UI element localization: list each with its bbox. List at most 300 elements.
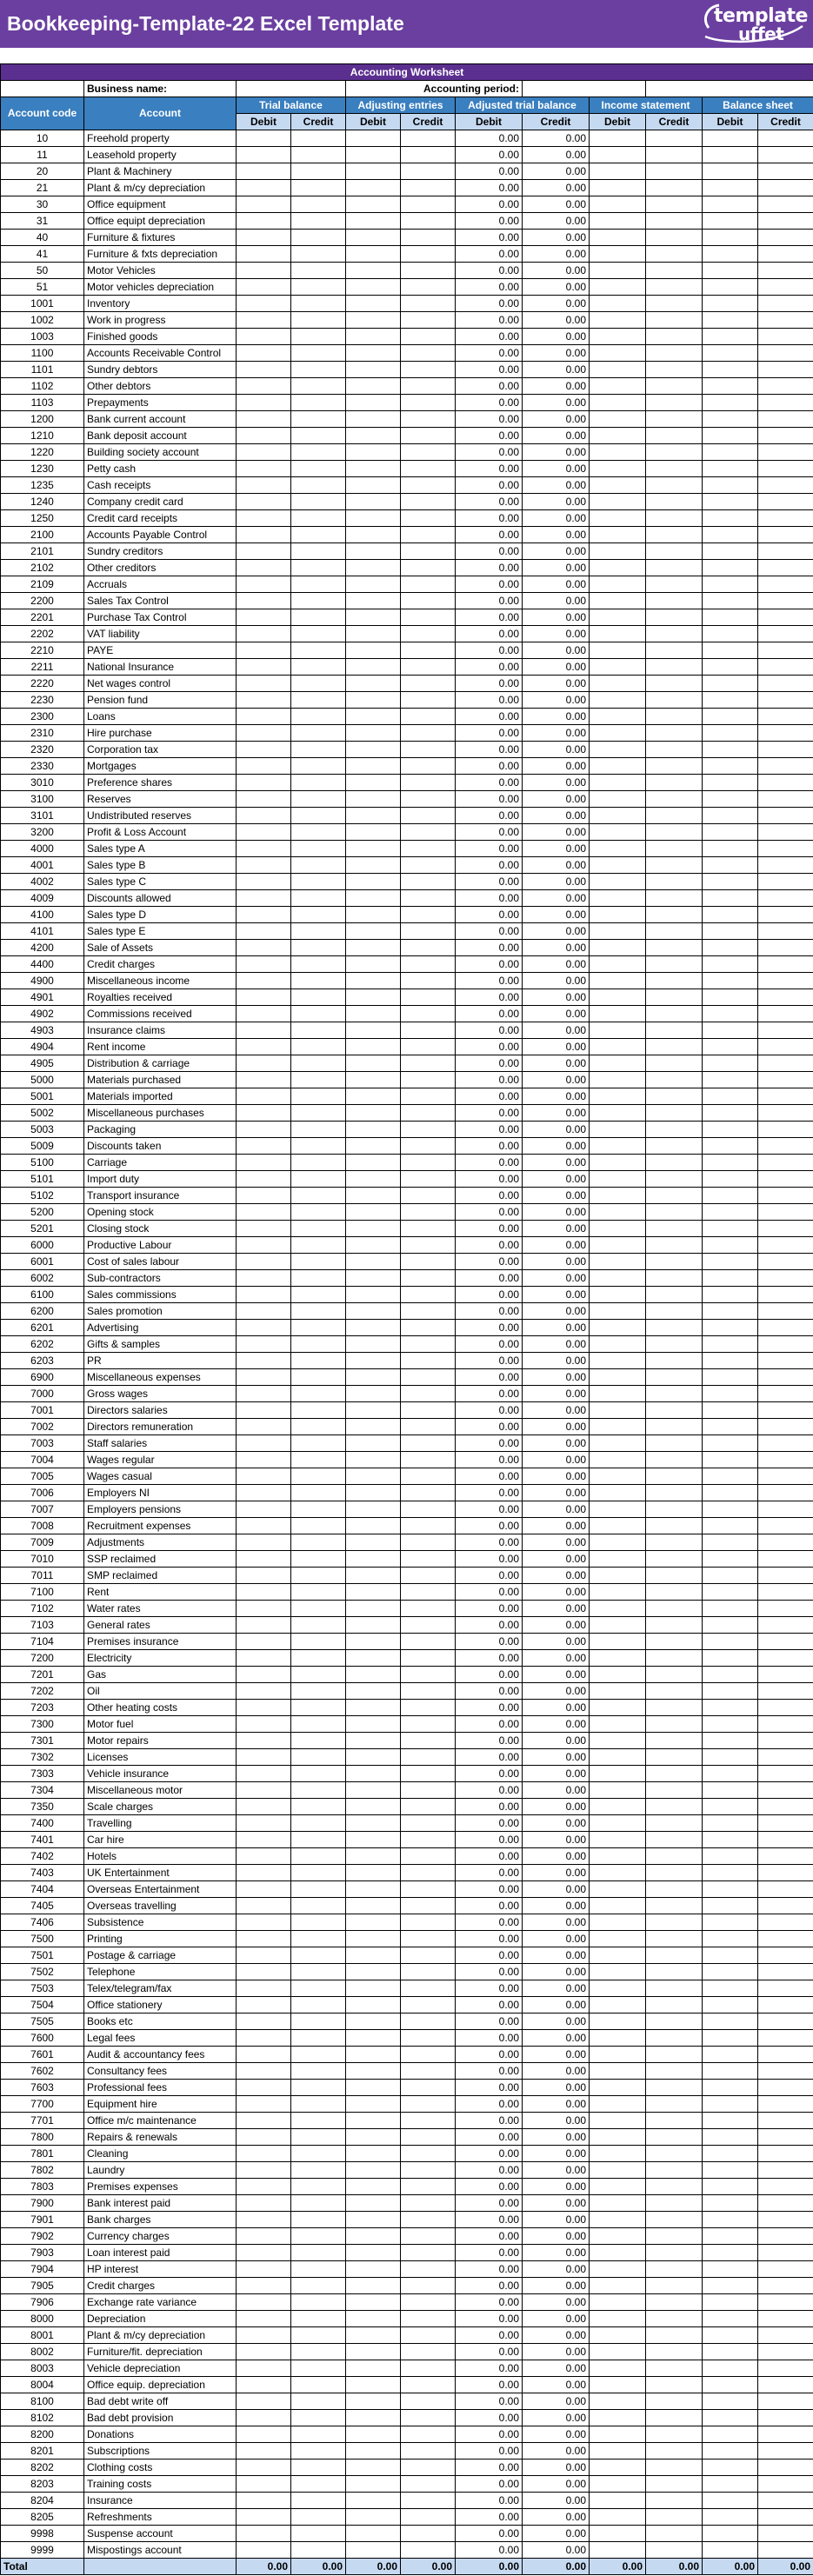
value-cell[interactable]: [703, 494, 758, 510]
value-cell[interactable]: [590, 263, 646, 279]
value-cell[interactable]: [646, 560, 703, 576]
value-cell[interactable]: [237, 1171, 291, 1188]
value-cell[interactable]: [758, 2129, 813, 2146]
adjusted-credit-cell[interactable]: 0.00: [523, 329, 590, 345]
adjusted-debit-cell[interactable]: 0.00: [456, 1865, 523, 1881]
value-cell[interactable]: [401, 329, 456, 345]
account-name-cell[interactable]: HP interest: [84, 2261, 237, 2278]
value-cell[interactable]: [237, 2493, 291, 2509]
value-cell[interactable]: [703, 775, 758, 791]
value-cell[interactable]: [291, 1303, 346, 1320]
adjusted-debit-cell[interactable]: 0.00: [456, 1188, 523, 1204]
value-cell[interactable]: [346, 1799, 401, 1815]
value-cell[interactable]: [237, 196, 291, 213]
adjusted-credit-cell[interactable]: 0.00: [523, 1601, 590, 1617]
account-name-cell[interactable]: Leasehold property: [84, 147, 237, 163]
value-cell[interactable]: [401, 2327, 456, 2344]
value-cell[interactable]: [291, 2195, 346, 2212]
account-code-cell[interactable]: 2330: [1, 758, 84, 775]
value-cell[interactable]: [703, 1551, 758, 1568]
value-cell[interactable]: [758, 1221, 813, 1237]
value-cell[interactable]: [590, 1072, 646, 1088]
value-cell[interactable]: [646, 709, 703, 725]
adjusted-credit-cell[interactable]: 0.00: [523, 296, 590, 312]
account-name-cell[interactable]: Sales type D: [84, 907, 237, 923]
value-cell[interactable]: [237, 510, 291, 527]
value-cell[interactable]: [237, 213, 291, 230]
value-cell[interactable]: [703, 1402, 758, 1419]
value-cell[interactable]: [703, 1237, 758, 1254]
value-cell[interactable]: [291, 1980, 346, 1997]
value-cell[interactable]: [758, 2245, 813, 2261]
value-cell[interactable]: [590, 1997, 646, 2014]
value-cell[interactable]: [291, 2063, 346, 2080]
value-cell[interactable]: [590, 1716, 646, 1733]
value-cell[interactable]: [758, 742, 813, 758]
adjusted-debit-cell[interactable]: 0.00: [456, 576, 523, 593]
adjusted-credit-cell[interactable]: 0.00: [523, 1221, 590, 1237]
adjusted-credit-cell[interactable]: 0.00: [523, 1501, 590, 1518]
value-cell[interactable]: [646, 2344, 703, 2360]
adjusted-credit-cell[interactable]: 0.00: [523, 2493, 590, 2509]
value-cell[interactable]: [237, 1221, 291, 1237]
value-cell[interactable]: [237, 2311, 291, 2327]
value-cell[interactable]: [590, 362, 646, 378]
value-cell[interactable]: [646, 758, 703, 775]
value-cell[interactable]: [758, 2212, 813, 2228]
value-cell[interactable]: [758, 2278, 813, 2294]
account-name-cell[interactable]: Transport insurance: [84, 1188, 237, 1204]
value-cell[interactable]: [237, 1980, 291, 1997]
value-cell[interactable]: [703, 1485, 758, 1501]
value-cell[interactable]: [401, 1452, 456, 1468]
value-cell[interactable]: [646, 725, 703, 742]
account-name-cell[interactable]: Legal fees: [84, 2030, 237, 2047]
value-cell[interactable]: [291, 1122, 346, 1138]
account-code-cell[interactable]: 8203: [1, 2476, 84, 2493]
value-cell[interactable]: [346, 775, 401, 791]
value-cell[interactable]: [646, 1617, 703, 1634]
account-name-cell[interactable]: Royalties received: [84, 989, 237, 1006]
value-cell[interactable]: [646, 263, 703, 279]
value-cell[interactable]: [346, 1898, 401, 1914]
value-cell[interactable]: [646, 857, 703, 874]
account-name-cell[interactable]: Employers NI: [84, 1485, 237, 1501]
value-cell[interactable]: [590, 890, 646, 907]
adjusted-debit-cell[interactable]: 0.00: [456, 130, 523, 147]
value-cell[interactable]: [758, 1237, 813, 1254]
value-cell[interactable]: [590, 196, 646, 213]
value-cell[interactable]: [237, 1716, 291, 1733]
value-cell[interactable]: [346, 1419, 401, 1435]
value-cell[interactable]: [590, 213, 646, 230]
account-name-cell[interactable]: Inventory: [84, 296, 237, 312]
value-cell[interactable]: [703, 345, 758, 362]
value-cell[interactable]: [291, 163, 346, 180]
adjusted-debit-cell[interactable]: 0.00: [456, 2162, 523, 2179]
account-code-cell[interactable]: 7200: [1, 1650, 84, 1667]
account-name-cell[interactable]: Exchange rate variance: [84, 2294, 237, 2311]
value-cell[interactable]: [590, 1022, 646, 1039]
value-cell[interactable]: [758, 1155, 813, 1171]
value-cell[interactable]: [758, 1534, 813, 1551]
value-cell[interactable]: [646, 1221, 703, 1237]
value-cell[interactable]: [758, 1881, 813, 1898]
value-cell[interactable]: [646, 279, 703, 296]
value-cell[interactable]: [291, 2047, 346, 2063]
account-code-cell[interactable]: 7104: [1, 1634, 84, 1650]
value-cell[interactable]: [590, 2030, 646, 2047]
value-cell[interactable]: [703, 362, 758, 378]
account-name-cell[interactable]: SMP reclaimed: [84, 1568, 237, 1584]
adjusted-credit-cell[interactable]: 0.00: [523, 411, 590, 428]
account-code-cell[interactable]: 7350: [1, 1799, 84, 1815]
account-name-cell[interactable]: Discounts taken: [84, 1138, 237, 1155]
value-cell[interactable]: [401, 2146, 456, 2162]
value-cell[interactable]: [646, 1716, 703, 1733]
adjusted-debit-cell[interactable]: 0.00: [456, 2360, 523, 2377]
value-cell[interactable]: [237, 2146, 291, 2162]
account-code-cell[interactable]: 5009: [1, 1138, 84, 1155]
value-cell[interactable]: [758, 1270, 813, 1287]
account-name-cell[interactable]: Sales type B: [84, 857, 237, 874]
adjusted-credit-cell[interactable]: 0.00: [523, 378, 590, 395]
value-cell[interactable]: [703, 2080, 758, 2096]
value-cell[interactable]: [590, 2542, 646, 2559]
value-cell[interactable]: [346, 989, 401, 1006]
value-cell[interactable]: [401, 1617, 456, 1634]
value-cell[interactable]: [758, 758, 813, 775]
value-cell[interactable]: [590, 461, 646, 477]
value-cell[interactable]: [401, 1997, 456, 2014]
value-cell[interactable]: [346, 2014, 401, 2030]
value-cell[interactable]: [590, 2509, 646, 2526]
value-cell[interactable]: [758, 973, 813, 989]
value-cell[interactable]: [291, 576, 346, 593]
adjusted-debit-cell[interactable]: 0.00: [456, 230, 523, 246]
value-cell[interactable]: [237, 1237, 291, 1254]
value-cell[interactable]: [291, 1435, 346, 1452]
value-cell[interactable]: [401, 1435, 456, 1452]
value-cell[interactable]: [758, 1865, 813, 1881]
value-cell[interactable]: [291, 1749, 346, 1766]
adjusted-credit-cell[interactable]: 0.00: [523, 1485, 590, 1501]
value-cell[interactable]: [703, 2426, 758, 2443]
value-cell[interactable]: [237, 1848, 291, 1865]
account-name-cell[interactable]: Office stationery: [84, 1997, 237, 2014]
account-code-cell[interactable]: 4200: [1, 940, 84, 956]
adjusted-debit-cell[interactable]: 0.00: [456, 477, 523, 494]
adjusted-debit-cell[interactable]: 0.00: [456, 2179, 523, 2195]
adjusted-credit-cell[interactable]: 0.00: [523, 940, 590, 956]
value-cell[interactable]: [346, 1634, 401, 1650]
value-cell[interactable]: [703, 642, 758, 659]
value-cell[interactable]: [703, 1188, 758, 1204]
value-cell[interactable]: [346, 2393, 401, 2410]
account-name-cell[interactable]: Overseas Entertainment: [84, 1881, 237, 1898]
value-cell[interactable]: [346, 2261, 401, 2278]
adjusted-debit-cell[interactable]: 0.00: [456, 1369, 523, 1386]
value-cell[interactable]: [703, 2063, 758, 2080]
value-cell[interactable]: [291, 2493, 346, 2509]
value-cell[interactable]: [237, 841, 291, 857]
value-cell[interactable]: [346, 2129, 401, 2146]
value-cell[interactable]: [758, 2030, 813, 2047]
value-cell[interactable]: [646, 1270, 703, 1287]
value-cell[interactable]: [758, 593, 813, 609]
value-cell[interactable]: [758, 1254, 813, 1270]
value-cell[interactable]: [590, 576, 646, 593]
account-name-cell[interactable]: Insurance: [84, 2493, 237, 2509]
value-cell[interactable]: [237, 2509, 291, 2526]
value-cell[interactable]: [703, 329, 758, 345]
value-cell[interactable]: [346, 1766, 401, 1782]
value-cell[interactable]: [703, 147, 758, 163]
value-cell[interactable]: [291, 213, 346, 230]
value-cell[interactable]: [703, 907, 758, 923]
account-name-cell[interactable]: Sundry creditors: [84, 543, 237, 560]
adjusted-debit-cell[interactable]: 0.00: [456, 279, 523, 296]
adjusted-debit-cell[interactable]: 0.00: [456, 659, 523, 676]
value-cell[interactable]: [401, 1766, 456, 1782]
account-name-cell[interactable]: Training costs: [84, 2476, 237, 2493]
value-cell[interactable]: [237, 1815, 291, 1832]
adjusted-debit-cell[interactable]: 0.00: [456, 1485, 523, 1501]
account-code-cell[interactable]: 41: [1, 246, 84, 263]
value-cell[interactable]: [703, 1782, 758, 1799]
value-cell[interactable]: [346, 2096, 401, 2113]
adjusted-debit-cell[interactable]: 0.00: [456, 1914, 523, 1931]
value-cell[interactable]: [291, 279, 346, 296]
value-cell[interactable]: [646, 2493, 703, 2509]
value-cell[interactable]: [237, 659, 291, 676]
value-cell[interactable]: [346, 626, 401, 642]
value-cell[interactable]: [346, 1435, 401, 1452]
value-cell[interactable]: [590, 2393, 646, 2410]
business-name-input[interactable]: [237, 81, 346, 97]
value-cell[interactable]: [646, 2212, 703, 2228]
adjusted-debit-cell[interactable]: 0.00: [456, 1287, 523, 1303]
account-name-cell[interactable]: Other debtors: [84, 378, 237, 395]
value-cell[interactable]: [590, 1122, 646, 1138]
value-cell[interactable]: [758, 642, 813, 659]
adjusted-credit-cell[interactable]: 0.00: [523, 1931, 590, 1947]
account-name-cell[interactable]: Cleaning: [84, 2146, 237, 2162]
adjusted-credit-cell[interactable]: 0.00: [523, 1138, 590, 1155]
value-cell[interactable]: [291, 1865, 346, 1881]
value-cell[interactable]: [401, 576, 456, 593]
adjusted-credit-cell[interactable]: 0.00: [523, 2344, 590, 2360]
adjusted-credit-cell[interactable]: 0.00: [523, 1435, 590, 1452]
value-cell[interactable]: [237, 907, 291, 923]
adjusted-debit-cell[interactable]: 0.00: [456, 1667, 523, 1683]
value-cell[interactable]: [646, 2509, 703, 2526]
value-cell[interactable]: [237, 2410, 291, 2426]
value-cell[interactable]: [646, 1766, 703, 1782]
value-cell[interactable]: [703, 1733, 758, 1749]
value-cell[interactable]: [758, 411, 813, 428]
account-name-cell[interactable]: Equipment hire: [84, 2096, 237, 2113]
value-cell[interactable]: [590, 1204, 646, 1221]
value-cell[interactable]: [346, 1485, 401, 1501]
account-name-cell[interactable]: Motor Vehicles: [84, 263, 237, 279]
value-cell[interactable]: [646, 1980, 703, 1997]
account-code-cell[interactable]: 5003: [1, 1122, 84, 1138]
value-cell[interactable]: [703, 824, 758, 841]
value-cell[interactable]: [646, 2360, 703, 2377]
account-name-cell[interactable]: Miscellaneous expenses: [84, 1369, 237, 1386]
account-code-cell[interactable]: 7100: [1, 1584, 84, 1601]
value-cell[interactable]: [237, 2278, 291, 2294]
account-code-cell[interactable]: 6203: [1, 1353, 84, 1369]
adjusted-credit-cell[interactable]: 0.00: [523, 1782, 590, 1799]
value-cell[interactable]: [346, 461, 401, 477]
value-cell[interactable]: [401, 1980, 456, 1997]
adjusted-credit-cell[interactable]: 0.00: [523, 1188, 590, 1204]
accounting-period-input[interactable]: [523, 81, 646, 97]
value-cell[interactable]: [346, 1700, 401, 1716]
value-cell[interactable]: [346, 857, 401, 874]
value-cell[interactable]: [237, 1155, 291, 1171]
value-cell[interactable]: [401, 907, 456, 923]
value-cell[interactable]: [758, 1815, 813, 1832]
value-cell[interactable]: [401, 296, 456, 312]
account-code-cell[interactable]: 7600: [1, 2030, 84, 2047]
value-cell[interactable]: [703, 1865, 758, 1881]
account-name-cell[interactable]: Telex/telegram/fax: [84, 1980, 237, 1997]
value-cell[interactable]: [646, 494, 703, 510]
value-cell[interactable]: [291, 824, 346, 841]
adjusted-debit-cell[interactable]: 0.00: [456, 1898, 523, 1914]
value-cell[interactable]: [291, 1683, 346, 1700]
value-cell[interactable]: [758, 2162, 813, 2179]
value-cell[interactable]: [401, 1782, 456, 1799]
account-name-cell[interactable]: Credit charges: [84, 956, 237, 973]
value-cell[interactable]: [703, 1799, 758, 1815]
value-cell[interactable]: [703, 2179, 758, 2195]
value-cell[interactable]: [237, 2179, 291, 2195]
adjusted-debit-cell[interactable]: 0.00: [456, 1419, 523, 1435]
value-cell[interactable]: [346, 642, 401, 659]
value-cell[interactable]: [590, 973, 646, 989]
account-name-cell[interactable]: Miscellaneous income: [84, 973, 237, 989]
adjusted-credit-cell[interactable]: 0.00: [523, 2377, 590, 2393]
account-name-cell[interactable]: Directors remuneration: [84, 1419, 237, 1435]
value-cell[interactable]: [401, 494, 456, 510]
adjusted-credit-cell[interactable]: 0.00: [523, 2294, 590, 2311]
adjusted-debit-cell[interactable]: 0.00: [456, 2047, 523, 2063]
account-name-cell[interactable]: Accounts Payable Control: [84, 527, 237, 543]
value-cell[interactable]: [590, 1534, 646, 1551]
adjusted-debit-cell[interactable]: 0.00: [456, 411, 523, 428]
value-cell[interactable]: [646, 1452, 703, 1468]
account-code-cell[interactable]: 5101: [1, 1171, 84, 1188]
value-cell[interactable]: [401, 1369, 456, 1386]
account-name-cell[interactable]: Commissions received: [84, 1006, 237, 1022]
account-name-cell[interactable]: Currency charges: [84, 2228, 237, 2245]
account-name-cell[interactable]: Gas: [84, 1667, 237, 1683]
account-code-cell[interactable]: 4400: [1, 956, 84, 973]
value-cell[interactable]: [401, 543, 456, 560]
value-cell[interactable]: [703, 890, 758, 907]
adjusted-credit-cell[interactable]: 0.00: [523, 1617, 590, 1634]
value-cell[interactable]: [703, 2443, 758, 2460]
value-cell[interactable]: [590, 2096, 646, 2113]
value-cell[interactable]: [646, 527, 703, 543]
value-cell[interactable]: [346, 2327, 401, 2344]
account-code-cell[interactable]: 11: [1, 147, 84, 163]
value-cell[interactable]: [346, 329, 401, 345]
value-cell[interactable]: [291, 1634, 346, 1650]
adjusted-credit-cell[interactable]: 0.00: [523, 609, 590, 626]
value-cell[interactable]: [758, 2460, 813, 2476]
value-cell[interactable]: [590, 1914, 646, 1931]
value-cell[interactable]: [703, 2493, 758, 2509]
value-cell[interactable]: [401, 1749, 456, 1766]
adjusted-credit-cell[interactable]: 0.00: [523, 2526, 590, 2542]
account-code-cell[interactable]: 7300: [1, 1716, 84, 1733]
value-cell[interactable]: [758, 1204, 813, 1221]
adjusted-debit-cell[interactable]: 0.00: [456, 857, 523, 874]
adjusted-debit-cell[interactable]: 0.00: [456, 1997, 523, 2014]
adjusted-credit-cell[interactable]: 0.00: [523, 279, 590, 296]
value-cell[interactable]: [703, 1634, 758, 1650]
value-cell[interactable]: [237, 2360, 291, 2377]
value-cell[interactable]: [646, 1039, 703, 1055]
value-cell[interactable]: [237, 758, 291, 775]
account-name-cell[interactable]: Vehicle insurance: [84, 1766, 237, 1782]
value-cell[interactable]: [646, 1584, 703, 1601]
adjusted-credit-cell[interactable]: 0.00: [523, 510, 590, 527]
value-cell[interactable]: [590, 1848, 646, 1865]
value-cell[interactable]: [291, 1881, 346, 1898]
adjusted-debit-cell[interactable]: 0.00: [456, 1584, 523, 1601]
value-cell[interactable]: [237, 180, 291, 196]
value-cell[interactable]: [401, 1336, 456, 1353]
value-cell[interactable]: [291, 1006, 346, 1022]
value-cell[interactable]: [646, 1551, 703, 1568]
value-cell[interactable]: [401, 692, 456, 709]
adjusted-credit-cell[interactable]: 0.00: [523, 1369, 590, 1386]
value-cell[interactable]: [401, 1551, 456, 1568]
value-cell[interactable]: [291, 1468, 346, 1485]
value-cell[interactable]: [758, 1551, 813, 1568]
adjusted-debit-cell[interactable]: 0.00: [456, 1601, 523, 1617]
value-cell[interactable]: [758, 1055, 813, 1072]
value-cell[interactable]: [703, 2311, 758, 2327]
value-cell[interactable]: [703, 1947, 758, 1964]
account-name-cell[interactable]: PAYE: [84, 642, 237, 659]
value-cell[interactable]: [646, 2327, 703, 2344]
value-cell[interactable]: [646, 130, 703, 147]
value-cell[interactable]: [401, 345, 456, 362]
value-cell[interactable]: [237, 395, 291, 411]
value-cell[interactable]: [401, 1122, 456, 1138]
value-cell[interactable]: [401, 2063, 456, 2080]
account-name-cell[interactable]: Employers pensions: [84, 1501, 237, 1518]
value-cell[interactable]: [703, 1881, 758, 1898]
value-cell[interactable]: [646, 1667, 703, 1683]
value-cell[interactable]: [590, 2278, 646, 2294]
account-code-cell[interactable]: 7003: [1, 1435, 84, 1452]
account-name-cell[interactable]: Loan interest paid: [84, 2245, 237, 2261]
value-cell[interactable]: [237, 2426, 291, 2443]
value-cell[interactable]: [590, 543, 646, 560]
value-cell[interactable]: [703, 1584, 758, 1601]
adjusted-credit-cell[interactable]: 0.00: [523, 676, 590, 692]
adjusted-debit-cell[interactable]: 0.00: [456, 593, 523, 609]
account-name-cell[interactable]: Wages casual: [84, 1468, 237, 1485]
